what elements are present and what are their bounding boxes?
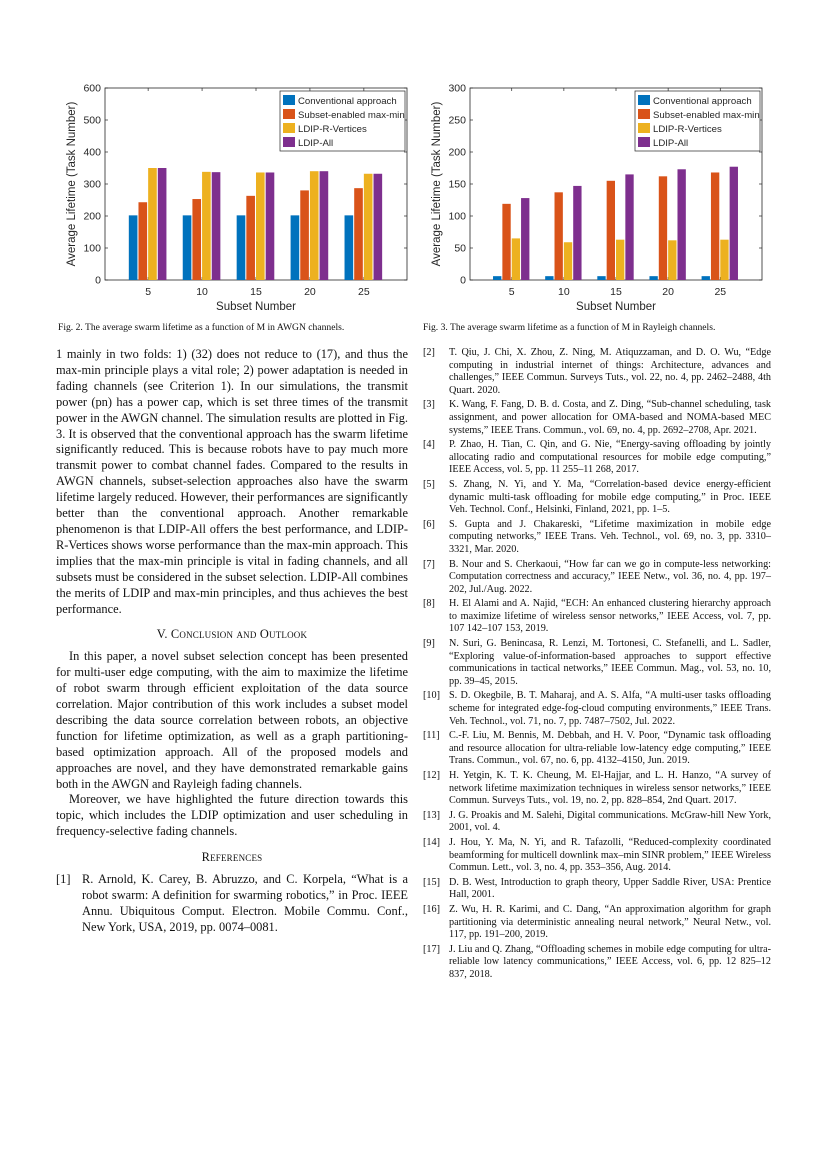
x-tick-label: 15: [250, 286, 262, 298]
legend-swatch: [283, 123, 295, 133]
bar: [502, 204, 510, 280]
reference-text: J. Hou, Y. Ma, N. Yi, and R. Tafazolli, “Reduced-complexity coordinated beamforming for multicell downlink max–min SINR problem,” IEEE Wireless Commun. Lett., vol. 3, no. 4, pp. 353–356, Aug. 2014.: [449, 836, 771, 874]
legend-label: Subset-enabled max-min: [653, 110, 760, 121]
right-column: [423, 347, 771, 984]
reference-text: K. Wang, F. Fang, D. B. d. Costa, and Z. Ding, “Sub-channel scheduling, task assignment, and power allocation for OMA-based and NOMA-based MEC systems,” IEEE Trans. Commun., vol. 69, no. 4, pp. 2692–2708, Apr. 2021.: [449, 399, 771, 436]
y-tick-label: 150: [448, 178, 466, 191]
figure-2-svg: [60, 80, 415, 320]
bar: [138, 202, 147, 280]
legend-label: LDIP-All: [653, 138, 689, 149]
left-column: [56, 347, 408, 938]
legend-label: Subset-enabled max-min: [298, 110, 405, 121]
bar: [237, 215, 246, 280]
bar: [607, 181, 615, 280]
bar: [597, 276, 605, 280]
reference-text: D. B. West, Introduction to graph theory, Upper Saddle River, USA: Prentice Hall, 2001.: [449, 876, 771, 901]
bar: [545, 276, 553, 280]
reference-text: J. Liu and Q. Zhang, “Offloading schemes in mobile edge computing for ultra-reliable low latency communications,” IEEE Access, vol. 6, pp. 12 825–12 837, 2018.: [449, 943, 771, 980]
x-axis-label: Subset Number: [576, 301, 656, 313]
bar: [148, 168, 157, 280]
bar: [129, 215, 138, 280]
reference-number: [7]: [423, 558, 435, 570]
reference-item: [423, 770, 771, 808]
x-tick-label: 20: [304, 286, 316, 298]
reference-number: [3]: [423, 399, 435, 411]
figure-3-svg: [425, 80, 770, 320]
y-tick-label: 0: [95, 274, 101, 287]
bar: [564, 242, 572, 280]
y-tick-label: 50: [454, 242, 466, 255]
x-axis-label: Subset Number: [216, 301, 296, 313]
reference-text: H. El Alami and A. Najid, “ECH: An enhanced clustering hierarchy approach to maximize lifetime of wireless sensor networks,” IEEE Access, vol. 7, pp. 107 142–107 153, 2019.: [449, 598, 771, 635]
references-heading: References: [201, 850, 263, 865]
reference-text: S. D. Okegbile, B. T. Maharaj, and A. S. Alfa, “A multi-user tasks offloading scheme for integrated edge-fog-cloud computing environments,” IEEE Trans. Veh. Technol., vol. 71, no. 7, pp. 7487–7502, Jul. 2022.: [449, 690, 771, 727]
legend-label: LDIP-All: [298, 138, 334, 149]
bar: [266, 172, 275, 280]
reference-item: [423, 479, 771, 517]
reference-text: C.-F. Liu, M. Bennis, M. Debbah, and H. V. Poor, “Dynamic task offloading and resource allocation for ultra-reliable low-latency edge computing,” IEEE Trans. Commun., vol. 67, no. 6, pp. 4132–4150, Jun. 2019.: [449, 730, 771, 767]
y-tick-label: 0: [460, 274, 466, 287]
reference-number: [2]: [423, 347, 435, 358]
body-paragraph-3: Moreover, we have highlighted the future direction towards this topic, which includes the LDIP optimization and user scheduling in frequency-selective fading channels.: [56, 792, 408, 839]
reference-item: [423, 810, 771, 835]
reference-item: [423, 519, 771, 557]
bar: [212, 172, 221, 280]
reference-text: R. Arnold, K. Carey, B. Abruzzo, and C. Korpela, “What is a robot swarm: A definition for swarming robotics,” in Proc. IEEE Annu. Ubiquitous Comput. Electron. Mobile Commu. Conf., New York, USA, 2019, pp. 0074–0081.: [82, 872, 408, 934]
reference-item: [423, 690, 771, 728]
reference-item: [423, 904, 771, 942]
y-tick-label: 400: [83, 146, 101, 159]
reference-number: [11]: [423, 730, 440, 742]
bar: [310, 171, 319, 280]
body-paragraph-2: In this paper, a novel subset selection concept has been presented for multi-user edge computing, with the aim to maximize the lifetime of robot swarm through efficient exploitation of the data source correlation. Major contribution of this work includes a subset model describing the data source correlation between robots, an objective function for lifetime optimization, as well as a graph partitioning-based optimization approach. All of the proposed models and approaches are novel, and they have demonstrated remarkable gains both in the AWGN and Rayleigh fading channels.: [56, 649, 408, 791]
y-tick-label: 500: [83, 114, 101, 127]
bar: [374, 174, 383, 280]
y-axis-label: Average Lifetime (Task Number): [431, 101, 443, 267]
reference-text: S. Zhang, N. Yi, and Y. Ma, “Correlation-based device energy-efficient dynamic multi-task offloading for mobile edge computing,” in Proc. IEEE Veh. Technol. Conf., Helsinki, Finland, 2021, pp. 1–5.: [449, 478, 771, 516]
body-paragraph-1: 1 mainly in two folds: 1) (32) does not reduce to (17), and thus the max-min principle plays a vital role; 2) power adaptation is needed in fading channels (see Criterion 1). In our simulations, the transmit power (pn) has a power cap, which is set three times of the transmit power in the AWGN channel. The simulation results are plotted in Fig. 3. It is observed that the conventional approach has the swarm lifetime significantly reduced. This is because robots have to pay much more transmit power to combat channel fades. Compared to the results in AWGN channels, subset-selection approaches also have the swarm lifetime largely reduced. However, their performances are significantly better than the conventional approach. Another remarkable phenomenon is that LDIP-All offers the best performance, and LDIP-R-Vertices shows worse performance than the max-min approach. This implies that the max-min principle is vital in fading channels, and all subsets must be considered in the subset selection. LDIP-All combines the merits of LDIP and max-min principles, and thus achieves the best performance.: [56, 347, 408, 616]
bar: [320, 171, 329, 280]
figure-3-caption: Fig. 3. The average swarm lifetime as a function of M in Rayleigh channels.: [423, 322, 716, 333]
legend-swatch: [638, 123, 650, 133]
figure-2-caption: Fig. 2. The average swarm lifetime as a function of M in AWGN channels.: [58, 322, 345, 333]
bar: [616, 240, 624, 280]
legend-swatch: [638, 137, 650, 147]
reference-text: P. Zhao, H. Tian, C. Qin, and G. Nie, “Energy-saving offloading by jointly allocating radio and computational resources for mobile edge computing,” IEEE Access, vol. 5, pp. 11 255–11 268, 2017.: [449, 439, 771, 476]
legend-label: LDIP-R-Vertices: [653, 124, 722, 135]
bar: [730, 167, 738, 280]
reference-item: [423, 439, 771, 477]
bar: [256, 172, 265, 280]
reference-item: [423, 944, 771, 982]
x-tick-label: 5: [145, 286, 152, 298]
reference-text: T. Qiu, J. Chi, X. Zhou, Z. Ning, M. Atiquzzaman, and D. O. Wu, “Edge computing in industrial internet of things: Architecture, advances and challenges,” IEEE Commun. Surveys Tuts., vol. 22, no. 4, pp. 2462–2488, 4th Quart. 2020.: [449, 347, 771, 396]
bar: [625, 174, 633, 280]
bar: [649, 276, 657, 280]
reference-number: [16]: [423, 903, 440, 915]
y-tick-label: 200: [448, 146, 466, 159]
reference-number: [8]: [423, 598, 435, 610]
reference-text: N. Suri, G. Benincasa, R. Lenzi, M. Tortonesi, C. Stefanelli, and L. Sadler, “Exploring value-of-information-based approaches to support effective communications in tactical networks,” IEEE Commun. Mag., vol. 53, no. 10, pp. 39–45, 2015.: [449, 638, 771, 687]
reference-text: B. Nour and S. Cherkaoui, “How far can we go in compute-less networking: Computation correctness and accuracy,” IEEE Netw., vol. 36, no. 4, pp. 197–202, Jul./Aug. 2022.: [449, 558, 771, 595]
bar: [659, 176, 667, 280]
reference-number: [4]: [423, 439, 435, 451]
reference-number: [5]: [423, 478, 435, 490]
reference-text: H. Yetgin, K. T. K. Cheung, M. El-Hajjar, and L. H. Hanzo, “A survey of network lifetime maximization techniques in wireless sensor networks,” IEEE Commun. Surveys Tuts., vol. 19, no. 2, pp. 828–854, 2nd Quart. 2017.: [449, 770, 771, 807]
legend-label: Conventional approach: [298, 96, 397, 107]
legend-swatch: [283, 137, 295, 147]
reference-item: [56, 872, 408, 936]
reference-text: J. G. Proakis and M. Salehi, Digital communications. McGraw-hill New York, 2001, vol. 4.: [449, 809, 771, 834]
bar: [555, 192, 563, 280]
bar: [493, 276, 501, 280]
reference-number: [10]: [423, 690, 440, 702]
reference-item: [423, 638, 771, 688]
x-tick-label: 20: [662, 286, 674, 298]
bar: [300, 190, 309, 280]
bar: [202, 172, 211, 280]
bar: [291, 215, 300, 280]
reference-number: [17]: [423, 943, 440, 955]
reference-item: [423, 399, 771, 437]
reference-number: [14]: [423, 836, 440, 848]
reference-list-left: [56, 872, 408, 936]
reference-item: [423, 877, 771, 902]
reference-number: [9]: [423, 638, 435, 650]
section-heading: V. Conclusion and Outlook: [156, 627, 308, 642]
x-tick-label: 25: [358, 286, 370, 298]
legend-swatch: [638, 95, 650, 105]
x-tick-label: 15: [610, 286, 622, 298]
reference-item: [423, 347, 771, 397]
reference-item: [423, 837, 771, 875]
bar: [521, 198, 529, 280]
bar: [668, 240, 676, 280]
reference-item: [423, 730, 771, 768]
figure-3-chart: [425, 80, 770, 320]
bar: [677, 169, 685, 280]
y-tick-label: 600: [83, 82, 101, 95]
figure-2-chart: [60, 80, 415, 320]
x-tick-label: 10: [558, 286, 570, 298]
reference-number: [13]: [423, 809, 440, 821]
y-tick-label: 200: [83, 210, 101, 223]
reference-number: [12]: [423, 770, 440, 781]
x-tick-label: 10: [196, 286, 208, 298]
y-tick-label: 100: [448, 210, 466, 223]
legend-label: LDIP-R-Vertices: [298, 124, 367, 135]
bar: [192, 199, 201, 280]
bar: [512, 238, 520, 280]
bar: [720, 240, 728, 280]
x-tick-label: 5: [508, 286, 515, 298]
bar: [573, 186, 581, 280]
legend-swatch: [638, 109, 650, 119]
y-axis-label: Average Lifetime (Task Number): [66, 101, 78, 267]
y-tick-label: 250: [448, 114, 466, 127]
bar: [345, 215, 354, 280]
reference-list-right: [423, 347, 771, 982]
bar: [354, 188, 363, 280]
bar: [364, 174, 373, 280]
bar: [246, 196, 255, 280]
y-tick-label: 300: [448, 82, 466, 95]
legend-swatch: [283, 95, 295, 105]
y-tick-label: 300: [83, 178, 101, 191]
x-tick-label: 25: [714, 286, 727, 298]
reference-item: [423, 598, 771, 636]
reference-item: [423, 559, 771, 597]
reference-number: [15]: [423, 876, 440, 888]
reference-number: [6]: [423, 518, 435, 530]
legend-label: Conventional approach: [653, 96, 752, 107]
y-tick-label: 100: [83, 242, 101, 255]
reference-number: [1]: [56, 872, 71, 887]
bar: [183, 215, 192, 280]
bar: [702, 276, 710, 280]
bar: [158, 168, 167, 280]
bar: [711, 172, 719, 280]
reference-text: Z. Wu, H. R. Karimi, and C. Dang, “An approximation algorithm for graph partitioning via deterministic annealing neural network,” Neural Netw., vol. 117, pp. 191–200, 2019.: [449, 903, 771, 941]
reference-text: S. Gupta and J. Chakareski, “Lifetime maximization in mobile edge computing networks,” IEEE Trans. Veh. Technol., vol. 69, no. 3, pp. 3310–3321, Mar. 2020.: [449, 518, 771, 555]
legend-swatch: [283, 109, 295, 119]
